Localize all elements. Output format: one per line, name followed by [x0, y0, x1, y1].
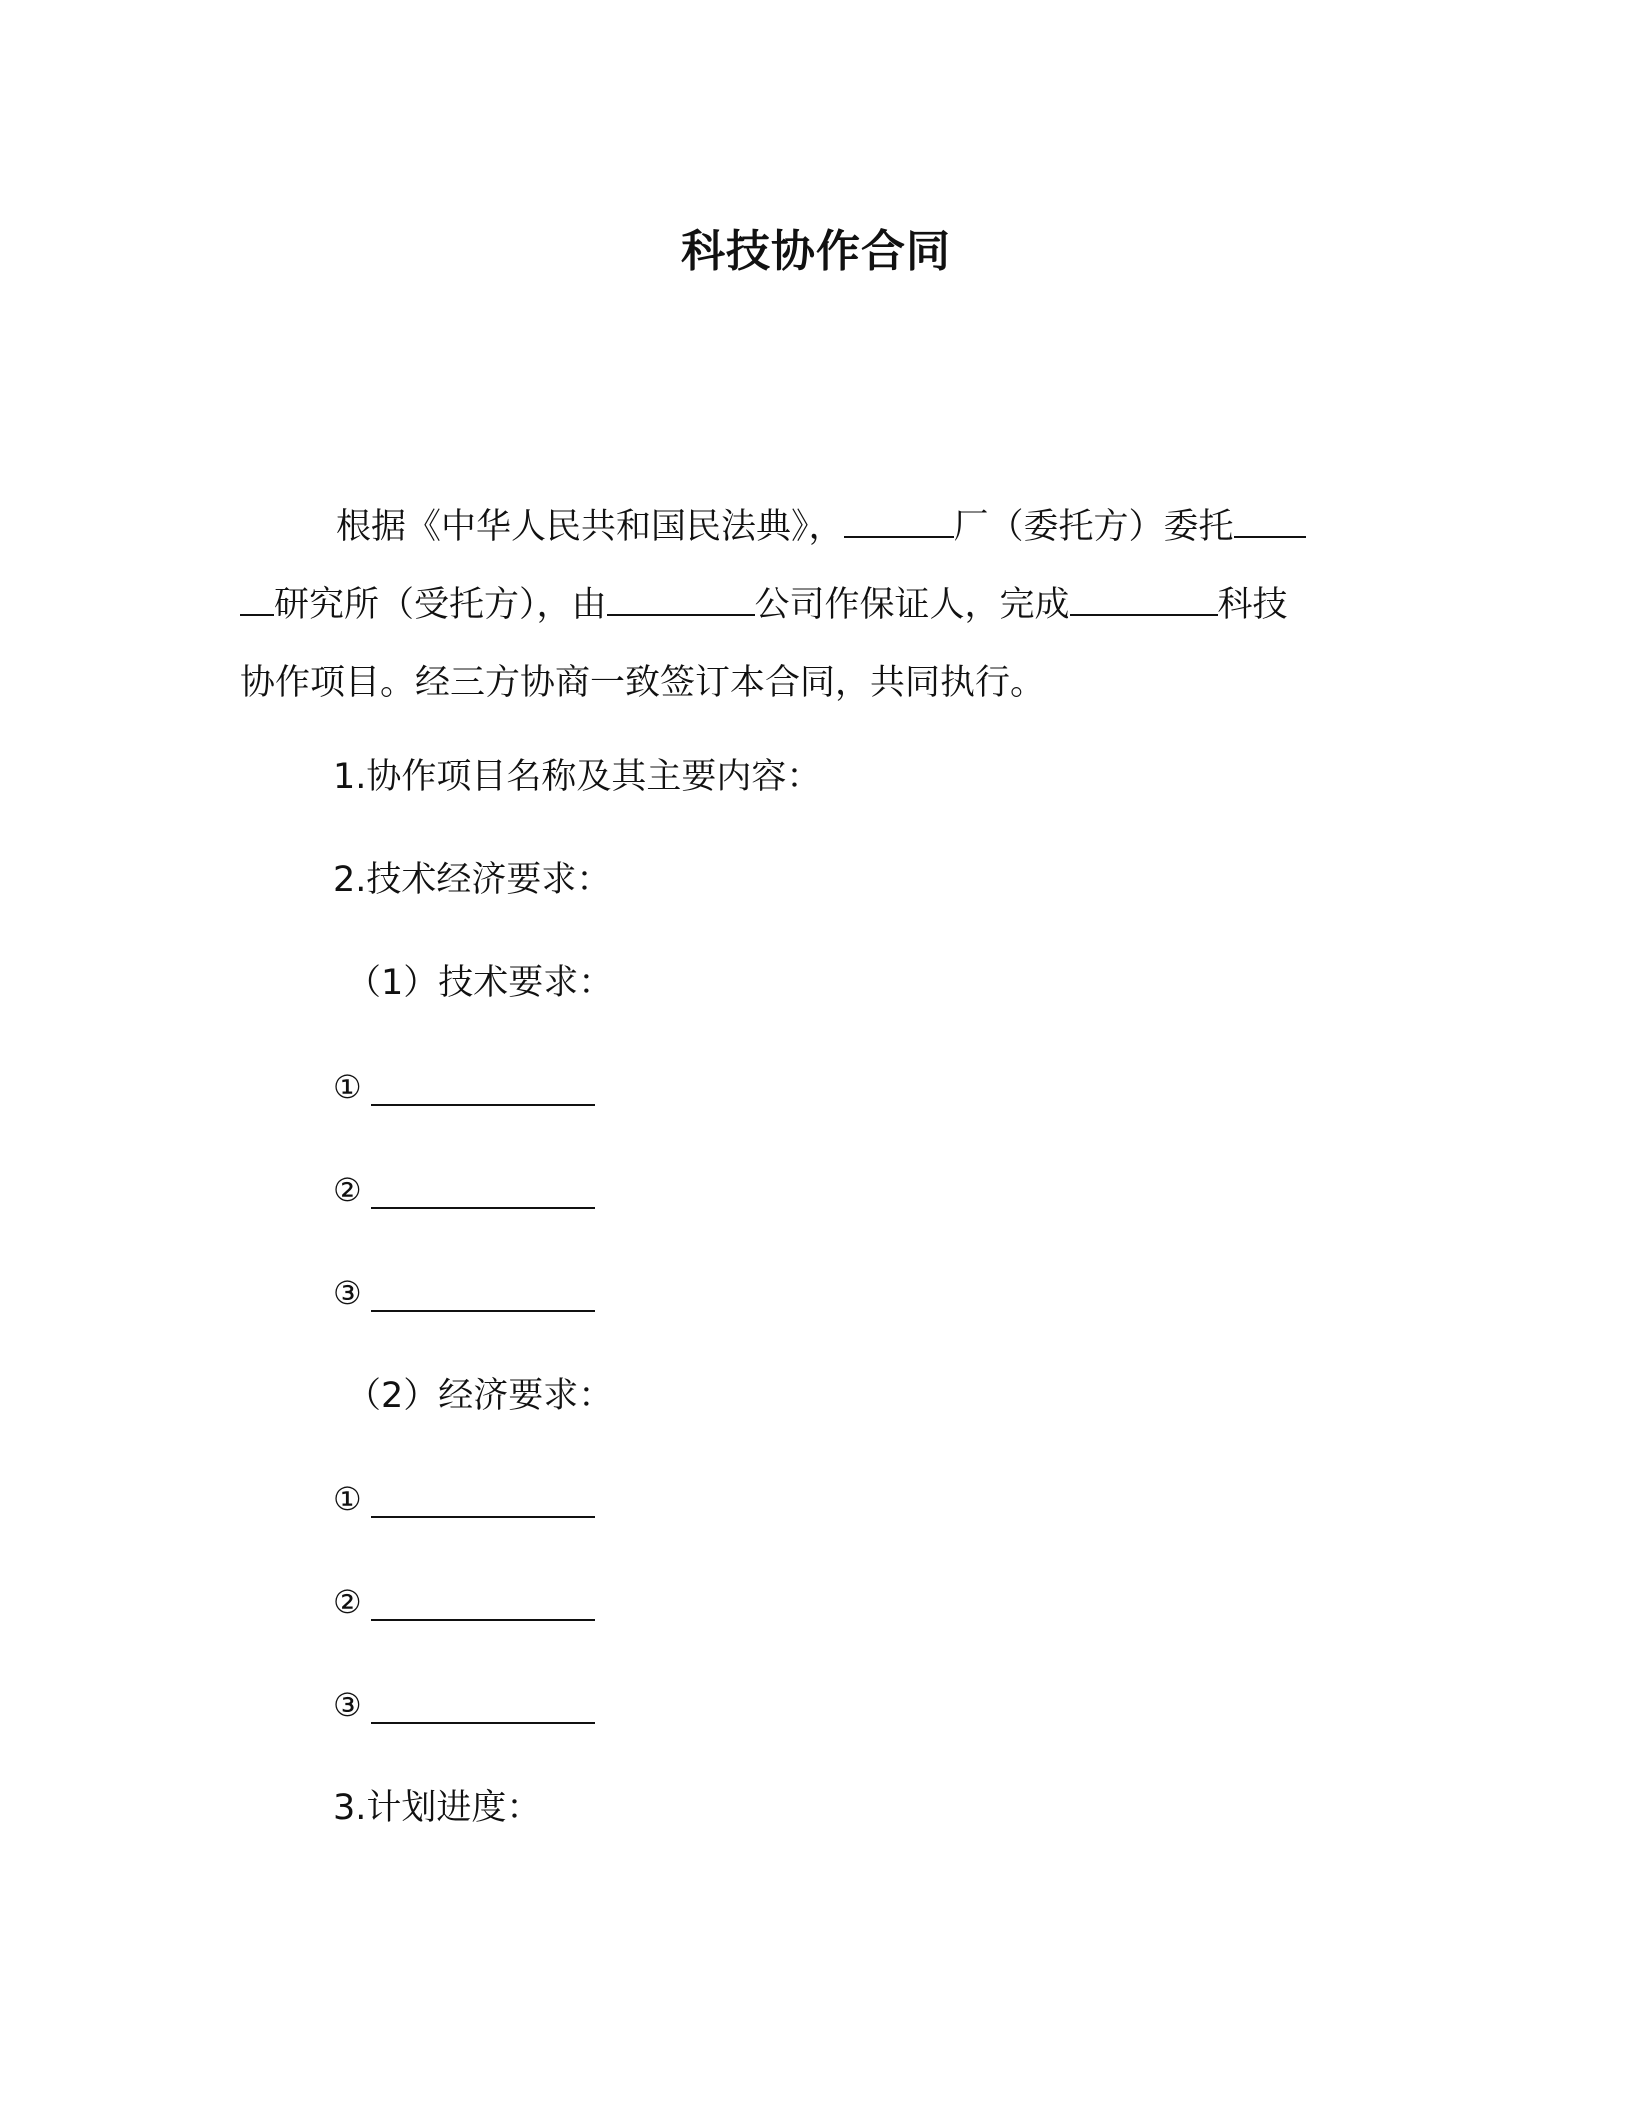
intro-paragraph	[240, 488, 1400, 722]
intro-text-2a: 研究所（受托方），由	[274, 585, 607, 625]
marker-2: ②	[333, 1583, 362, 1621]
intro-text-2b: 公司作保证人，完成	[754, 585, 1070, 625]
fill-line	[371, 1274, 595, 1312]
section-3-heading: 3.计划进度：	[333, 1788, 542, 1828]
blank-institute-part1	[1234, 506, 1306, 538]
document-title: 科技协作合同	[681, 226, 951, 277]
econ-requirement-row-2	[333, 1577, 595, 1627]
blank-guarantor-company	[607, 584, 755, 616]
econ-requirement-row-1	[333, 1474, 595, 1524]
marker-3: ③	[333, 1274, 362, 1312]
intro-line-3: 协作项目。经三方协商一致签订本合同，共同执行。	[240, 663, 1046, 703]
section-2-2-heading: （2）经济要求：	[346, 1376, 614, 1416]
fill-line	[371, 1686, 595, 1724]
intro-line-1	[240, 488, 1400, 566]
section-2-heading: 2.技术经济要求：	[333, 860, 612, 900]
intro-text-2c: 科技	[1217, 585, 1288, 625]
fill-line	[371, 1171, 595, 1209]
fill-line	[371, 1480, 595, 1518]
marker-3: ③	[333, 1686, 362, 1724]
fill-line	[371, 1583, 595, 1621]
tech-requirement-row-2	[333, 1165, 595, 1215]
section-1-heading: 1.协作项目名称及其主要内容：	[333, 757, 822, 797]
intro-line-2	[240, 566, 1400, 644]
tech-requirement-row-1	[333, 1062, 595, 1112]
marker-1: ①	[333, 1068, 362, 1106]
blank-institute-part2	[240, 584, 274, 616]
blank-project-name	[1070, 584, 1218, 616]
blank-factory	[844, 506, 954, 538]
intro-text-1b: 厂（委托方）委托	[953, 507, 1234, 547]
marker-2: ②	[333, 1171, 362, 1209]
fill-line	[371, 1068, 595, 1106]
marker-1: ①	[333, 1480, 362, 1518]
econ-requirement-row-3	[333, 1680, 595, 1730]
section-2-1-heading: （1）技术要求：	[346, 963, 614, 1003]
intro-text-1a: 根据《中华人民共和国民法典》，	[336, 507, 844, 547]
tech-requirement-row-3	[333, 1268, 595, 1318]
